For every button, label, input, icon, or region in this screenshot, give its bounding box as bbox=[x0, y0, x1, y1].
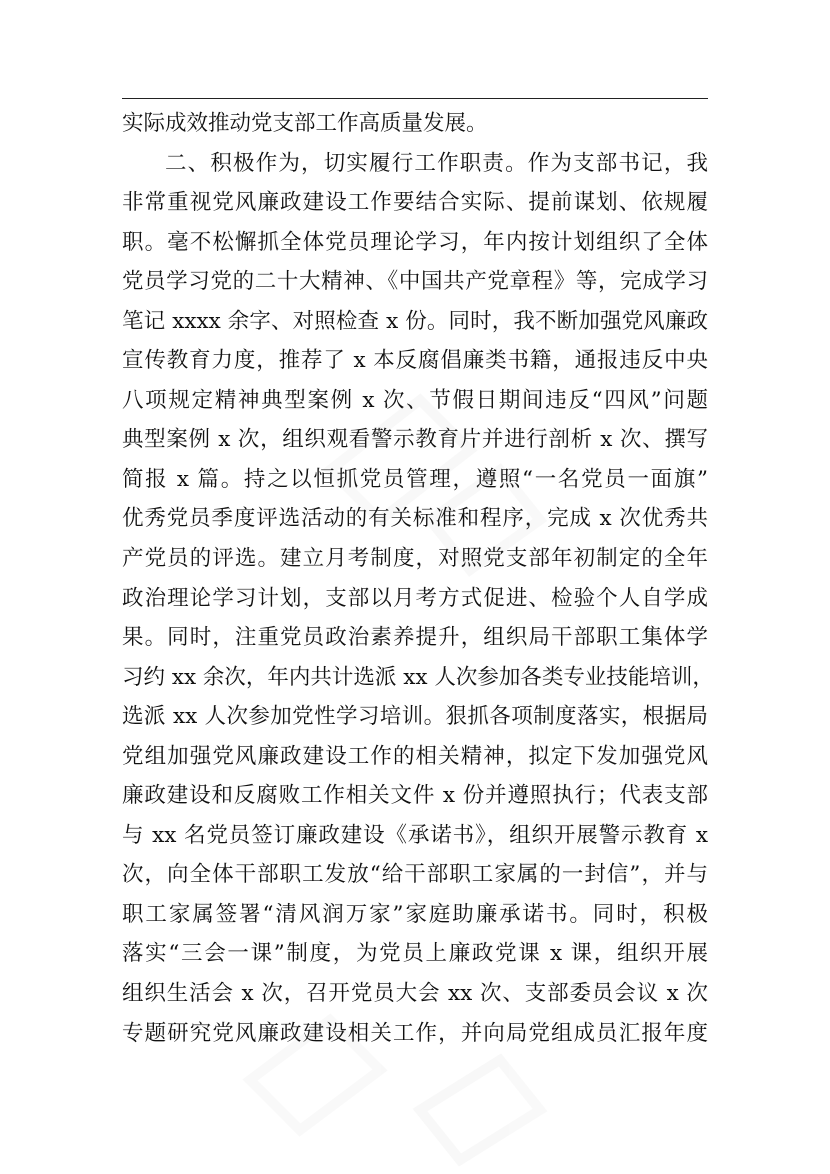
text-line: 习约 xx 余次，年内共计选派 xx 人次参加各类专业技能培训， bbox=[122, 664, 714, 690]
text-line: 产党员的评选。建立月考制度，对照党支部年初制定的全年 bbox=[122, 546, 708, 572]
text-line: 非常重视党风廉政建设工作要结合实际、提前谋划、依规履 bbox=[122, 190, 708, 216]
text-line: 政治理论学习计划，支部以月考方式促进、检验个人自学成 bbox=[122, 585, 708, 611]
text-line: 党员学习党的二十大精神、《中国共产党章程》等，完成学习 bbox=[122, 269, 708, 295]
paragraph-continuation bbox=[122, 104, 708, 144]
text-line: 二、积极作为，切实履行工作职责。作为支部书记，我 bbox=[165, 150, 708, 176]
text-line: 实际成效推动党支部工作高质量发展。 bbox=[122, 111, 488, 136]
text-line: 党组加强党风廉政建设工作的相关精神，拟定下发加强党风 bbox=[122, 743, 708, 769]
header-rule bbox=[122, 98, 708, 99]
text-line: 组织生活会 x 次，召开党员大会 xx 次、支部委员会议 x 次 bbox=[122, 981, 708, 1007]
text-line: 典型案例 x 次，组织观看警示教育片并进行剖析 x 次、撰写 bbox=[122, 427, 708, 453]
body-text bbox=[122, 104, 714, 1053]
text-line: 落实“三会一课”制度，为党员上廉政党课 x 课，组织开展 bbox=[122, 941, 708, 967]
paragraph-section-two bbox=[122, 144, 714, 1054]
text-line: 专题研究党风廉政建设相关工作，并向局党组成员汇报年度 bbox=[122, 1020, 708, 1046]
text-line: 职。毫不松懈抓全体党员理论学习，年内按计划组织了全体 bbox=[122, 229, 708, 255]
text-line: 优秀党员季度评选活动的有关标准和程序，完成 x 次优秀共 bbox=[122, 506, 708, 532]
text-line: 八项规定精神典型案例 x 次、节假日期间违反“四风”问题 bbox=[122, 387, 708, 413]
text-line: 选派 xx 人次参加党性学习培训。狠抓各项制度落实，根据局 bbox=[122, 704, 708, 730]
text-line: 笔记 xxxx 余字、对照检查 x 份。同时，我不断加强党风廉政 bbox=[122, 308, 708, 334]
text-line: 宣传教育力度，推荐了 x 本反腐倡廉类书籍，通报违反中央 bbox=[122, 348, 708, 374]
text-line: 果。同时，注重党员政治素养提升，组织局干部职工集体学 bbox=[122, 625, 708, 651]
text-line: 次，向全体干部职工发放“给干部职工家属的一封信”，并与 bbox=[122, 862, 708, 888]
text-line: 简报 x 篇。持之以恒抓党员管理，遵照“一名党员一面旗” bbox=[122, 466, 708, 492]
text-line: 廉政建设和反腐败工作相关文件 x 份并遵照执行；代表支部 bbox=[122, 783, 708, 809]
text-line: 职工家属签署“清风润万家”家庭助廉承诺书。同时，积极 bbox=[122, 901, 708, 927]
text-line: 与 xx 名党员签订廉政建设《承诺书》，组织开展警示教育 x bbox=[122, 822, 708, 848]
